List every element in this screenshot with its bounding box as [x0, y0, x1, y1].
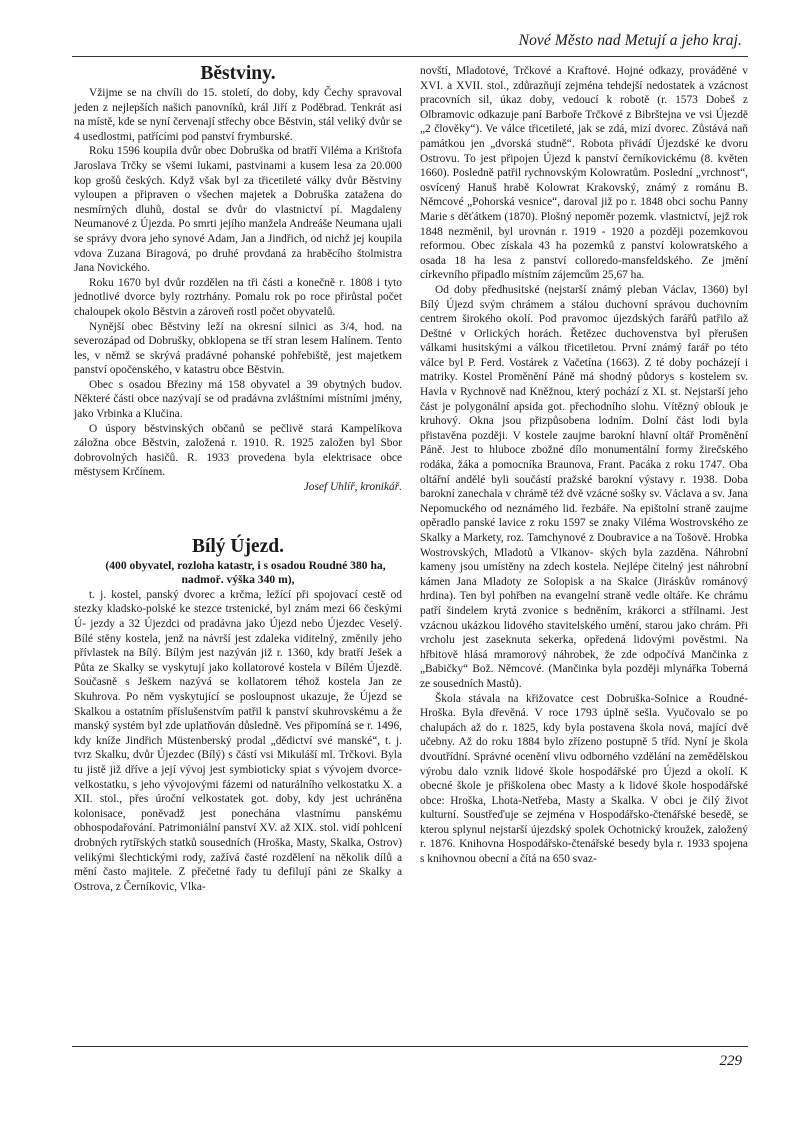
page-number: 229: [719, 1053, 742, 1069]
footer-rule: [72, 1046, 748, 1047]
paragraph: t. j. kostel, panský dvorec a krčma, ležící při spojovací cestě od stezky kladsko-polské ke stezce trstenické, byl znám mezi 66 českými Ú- jezdy a 32 Újezdci od pradávna jako Újezd nebo Újezdec Veselý. Bílé stěny kostela, jenž na návrší jest zdaleka viditelný, změnily jeho přívlastek na Bílý. Bílým jest nazýván již r. 1360, kdy bratří Ješek a Půta ze Skalky se vyskytují jako kollatorové kostela v Bílém Újezdě. Současně s Ješkem nazývá se kollatorem téhož kostela Jan ze Skuhrova. Po něm vyskytující se posloupnost ukazuje, že Újezd se Skalkou a ostatním příslušenstvím patřil k panství skuhrovskému a že manský systém byl zde uplatňován důsledně. Ves připomíná se r. 1496, kdy kníže Jindřich Müstenberský prodal „dědictví své manské“, t. j. tvrz Skalku, dvůr Újezdec (Bílý) s částí vsi Mikuláší ml. Trčkovi. Byla tu jistě již dříve a její vývoj jest symbioticky spiat s vývojem dvorce-velkostatku, s jeho vývojovými fázemi od naturálního velkostatku X. a XII. stol., přes úroční velkostatek got. doby, kdy jest uchráněna kolonisace, poněvadž jest ponechána vlastnímu panskému obhospodařování. Patrimoniální panství XV. až XIX. stol. vidí pohlcení drobných rytířských statků sousedních (Hroška, Masty, Skalka, Ostrov) velikými šlechtickými rody, zažívá časté rozdělení na několik dílů a mění často majitele. Z přečetné řady tu defilují páni ze Skalky a Ostrova, z Černíkovic, Vlka-: [74, 588, 402, 893]
section-subtitle: (400 obyvatel, rozloha katastr, i s osadou Roudné 380 ha, nadmoř. výška 340 m),: [105, 558, 386, 587]
section-title-bestviny: Běstviny.: [200, 63, 276, 84]
paragraph: Vžijme se na chvíli do 15. století, do doby, kdy Čechy spravoval jeden z nejlepších našich panovníků, král Jiří z Poděbrad. Tenkrát asi na místě, kde se nyní červenají střechy obce Běstvin, stál veliký dvůr se 4 usedlostmi, patřícími pod panství frymburské.: [74, 87, 402, 143]
paragraph: Roku 1670 byl dvůr rozdělen na tři části a konečně r. 1808 i tyto jednotlivé dvorce byly roztrhány. Pomalu rok po roce přirůstal počet chaloupek okolo Běstvin a zároveň rostl počet obyvatelů.: [74, 276, 402, 318]
right-column: [420, 64, 748, 867]
left-column: [74, 64, 402, 894]
paragraph: Od doby předhusitské (nejstarší známý pleban Václav, 1360) byl Bílý Újezd svým chrámem a stálou duchovní správou duchovním centrem širokého okolí. Pod pravomoc újezdských farářů patřilo až Deštné v Orlických horách. Řetězec duchovenstva byl přerušen válkami husitskými a válkou třicetiletou. První známý farář po této válce byl P. Ferd. Vostárek z Vačetína (1663). Z té doby pocházejí i matriky. Kostel Proměnění Páně má shodný půdorys s kostelem sv. Havla v Rychnově nad Kněžnou, který pochází z XI. st. Nejstarší jeho část je polygonální apsida got. přechodního slohu. Vítězný oblouk je kruhový. Okna jsou přizpůsobena lodním. Dolní část lodi byla přistavěna později. V kostele zaujme barokní hlavní oltář Proměnění Páně. Jest to hluboce zbožné dílo monumentální formy žirečského rodáka, žáka a pomocníka Braunova, Frant. Pacáka z roku 1747. Oba oltářní andělé byli součástí pražské barokní výstavy r. 1938. Doba barokní zanechala v chrámě též dvě vzácné sošky sv. Václava a sv. Jana Nepomuckého od neznámého lid. řezbáře. Na epištolní straně zaujme opěradlo panské lavice z roku 1597 se znaky Viléma Wostrovského ze Skalky a Markety, roz. Tamchynové z Doubravice a na Tošově. Hrobka Wostrovských, Mladotů a Vlkanov- ských byla zazděna. Náhrobní kameny jsou umístěny na zdech kostela. Nejlépe čitelný jest náhrobní kámen Jana Mladoty ze Solopisk a na Skalce (Jiráskův románový hrdina). Ten byl pohřben na evangelní straně vedle oltáře. Ke chrámu patří šindelem krytá zvonice s bedněním, krákorci a střílnami. Jest vzácnou ukázkou lidového stavitelského umění, starou jako chrám. Při vrcholu jest zaseknuta sekerka, opředená lidovými pověstmi. Na hřbitově hlásá mramorový náhrobek, že zde odpočívá Mančinka z „Babičky“ Bož. Němcové. (Mančinka byla později mlynářka Toberná ze sousedních Mastů).: [420, 283, 748, 690]
paragraph: Roku 1596 koupila dvůr obec Dobruška od bratří Viléma a Krištofa Jaroslava Trčky se všemi lukami, pastvinami a kusem lesa za 20.000 kop grošů českých. Když však byl za třicetileté války dvůr Běstviny vyloupen a připraven o všechen majetek a Dobruška zatažena do nesmírných dluhů, dostal se dvůr do vlastnictví pí. Magdaleny Neumanové z Újezda. Po smrti jejího manžela Andreáše Neumana ujali se správy dvora jeho synové Adam, Jan a Jindřich, od nichž jej koupila vdova Zuzana Biragová, po druhé provdaná za hraběcího štolmistra Jana Novického.: [74, 145, 402, 275]
running-header: [72, 26, 748, 57]
author-signature: Josef Uhlíř, kronikář.: [303, 481, 402, 494]
running-title: Nové Město nad Metují a jeho kraj.: [518, 32, 742, 49]
paragraph: novští, Mladotové, Trčkové a Kraftové. Hojné odkazy, prováděné v XVI. a XVII. stol., zdůrazňují zejména tehdejší nedostatek a vzácnost pracovních sil, úkaz doby, vedoucí k robotě (r. 1573 Dobeš z Olbramovic odkazuje paní Barboře Trčkové z Bibrštejna ve vsi Újezdě „2 člověky“). Ve válce třicetileté, jak se zdá, mizí dvorec. Zůstává naň památkou jen „dvorská studně“. Robota přivádí Újezdské ke dvoru Ostrovu. To jest připojen Újezd k panství černíkovickému (8. květen 1660). Posledně patřil rychnovským Kolowratům. Poslední „vrchnost“, osvícený Hanuš hrabě Kolowrat Krakovský, známý z románu B. Němcové „Pohorská vesnice“, daroval již po r. 1848 obci sochu Panny Marie s děťátkem (1870). Plošný nepoměr pozemk. vlastnictví, jejž rok 1848 nezměnil, byl urovnán r. 1919 - 1920 a později pozemkovou reformou. Obec získala 43 ha pozemků z panství kolowratského a osada 18 ha lesa z panství colloredo-mansfeldského. Ze jmění církevního připadlo místním zájemcům 25,67 ha.: [420, 65, 748, 282]
paragraph: Nynější obec Běstviny leží na okresní silnici as 3/4, hod. na severozápad od Dobrušky, obklopena se tří stran lesem Halínem. Tento les, v němž se skrývá pradávné pohanské pohřebiště, jest majetkem panství opočenského, v katastru obce Běstvin.: [74, 320, 402, 377]
section-title-bily-ujezd: Bílý Újezd.: [191, 535, 285, 557]
paragraph: Škola stávala na křižovatce cest Dobruška-Solnice a Roudné-Hroška. Byla dřevěná. V roce 1793 úplně sešla. Vyučovalo se po chalupách až do r. 1825, kdy byla postavena škola nová, mající dvě učebny. Až do roku 1884 bylo zřízeno postupně 5 tříd. Nyní je škola dvoutřídní. Správné ocenění vlivu odborného vzdělání na zemědělskou výrobu dalo vznik lidové škole hospodářské pro Újezd a okolí. K obecné škole je přiškolena obec Masty a k lidové škole hospodářské obce: Hroška, Lhota-Netřeba, Masty a Skalka. V obci je čilý život kulturní. Soustřeďuje se zejména v Hospodářsko-čtenářské besedě, se kterou splynul nejstarší újezdský spolek Ochotnický kroužek, založený r. 1876. Knihovna Hospodářsko-čtenářské besedy byla r. 1933 spojena s knihovnou obecní a čítá na 650 svaz-: [420, 692, 748, 866]
paragraph: O úspory běstvinských občanů se pečlivě stará Kampelíkova záložna obce Běstvin, založená r. 1910. R. 1925 založen byl Sbor dobrovolných hasičů. R. 1933 provedena byla elektrisace obce městysem Krčínem.: [74, 422, 402, 479]
paragraph: Obec s osadou Březiny má 158 obyvatel a 39 obytných budov. Některé části obce nazývají se od pradávna zvláštními místními jmény, jako Vrbinka a Klučina.: [74, 378, 402, 421]
